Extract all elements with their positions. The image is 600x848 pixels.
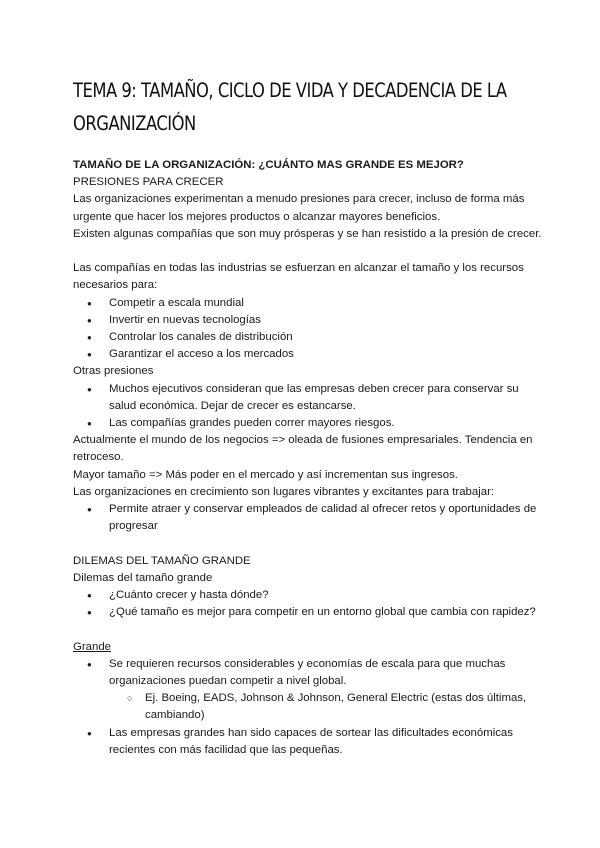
- title-line-1: TEMA 9: TAMAÑO, CICLO DE VIDA Y DECADENCIA DE LA: [73, 79, 507, 102]
- paragraph: Mayor tamaño => Más poder en el mercado y así incrementan sus ingresos.: [73, 468, 458, 481]
- section-heading-large: Grande: [73, 640, 111, 653]
- title-line-2: ORGANIZACIÓN: [73, 112, 196, 135]
- list-item: ● Las compañías grandes pueden correr mayores riesgos.: [73, 415, 543, 432]
- list-item: ● Se requieren recursos considerables y economías de escala para que muchas organizaciones puedan competir a nivel global.: [73, 656, 543, 690]
- bullet-list-goals: [73, 295, 543, 364]
- list-item: ● Muchos ejecutivos consideran que las empresas deben crecer para conservar su salud económica. Dejar de crecer es estancarse.: [73, 381, 543, 415]
- list-item: ● Invertir en nuevas tecnologías: [73, 312, 543, 329]
- list-subitem: ○ Ej. Boeing, EADS, Johnson & Johnson, General Electric (estas dos últimas, cambiando): [73, 690, 543, 724]
- section-heading-size: TAMAÑO DE LA ORGANIZACIÓN: ¿CUÁNTO MAS GRANDE ES MEJOR?: [73, 159, 464, 171]
- paragraph: Las compañías en todas las industrias se esfuerzan en alcanzar el tamaño y los recursos necesarios para:: [73, 262, 524, 292]
- list-item: ● Controlar los canales de distribución: [73, 329, 543, 346]
- list-item: ● ¿Qué tamaño es mejor para competir en un entorno global que cambia con rapidez?: [73, 604, 543, 621]
- section-heading-dilemmas: DILEMAS DEL TAMAÑO GRANDE: [73, 554, 251, 567]
- list-item: ● Garantizar el acceso a los mercados: [73, 346, 543, 363]
- paragraph: Otras presiones: [73, 365, 154, 378]
- bullet-list-growth: [73, 501, 543, 535]
- document-body: [73, 157, 543, 759]
- paragraph: Las organizaciones experimentan a menudo presiones para crecer, incluso de forma más urgente que hacer los mejores productos o alcanzar mayores beneficios.: [73, 193, 525, 223]
- paragraph: Actualmente el mundo de los negocios => oleada de fusiones empresariales. Tendencia en retroceso.: [73, 434, 533, 464]
- list-item: ● Permite atraer y conservar empleados de calidad al ofrecer retos y oportunidades de progresar: [73, 501, 543, 535]
- list-item: ● Competir a escala mundial: [73, 295, 543, 312]
- list-item: ● ¿Cuánto crecer y hasta dónde?: [73, 587, 543, 604]
- bullet-list-large: [73, 656, 543, 759]
- page-title: [73, 74, 543, 140]
- paragraph: Las organizaciones en crecimiento son lugares vibrantes y excitantes para trabajar:: [73, 485, 495, 498]
- paragraph: Dilemas del tamaño grande: [73, 571, 213, 584]
- bullet-list-other-pressures: [73, 381, 543, 433]
- subheading-pressures: PRESIONES PARA CRECER: [73, 176, 224, 189]
- list-item: ● Las empresas grandes han sido capaces de sortear las dificultades económicas recientes con más facilidad que las pequeñas.: [73, 725, 543, 759]
- paragraph: Existen algunas compañías que son muy prósperas y se han resistido a la presión de crecer.: [73, 227, 542, 240]
- bullet-list-dilemmas: [73, 587, 543, 621]
